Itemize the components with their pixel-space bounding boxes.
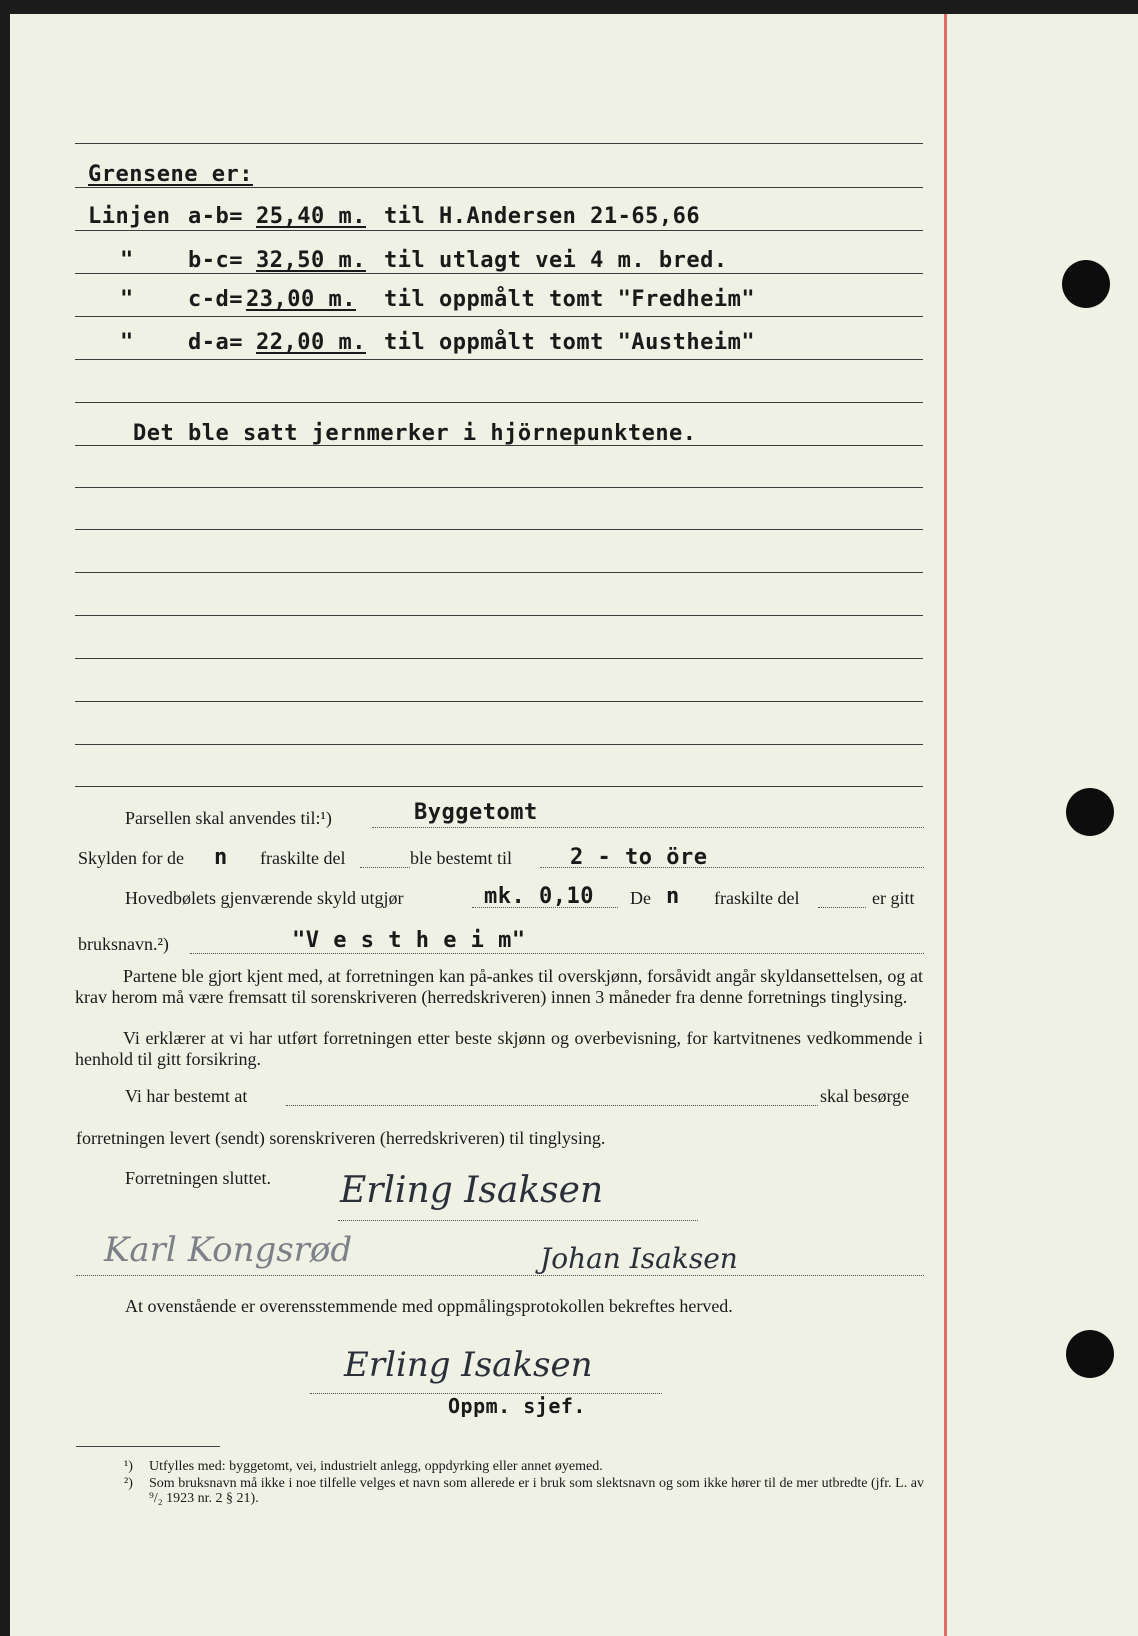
ruled-line [75,658,923,659]
boundary-segment: d-a= [188,330,243,355]
footnote-mark: ¹) [124,1459,133,1474]
remaining-dotted-line-b [818,906,866,908]
delivery-dotted-line [286,1104,818,1106]
boundary-description: til H.Andersen 21-65,66 [384,204,701,229]
tax-label-b: fraskilte del [260,848,346,868]
remaining-value: mk. 0,10 [484,884,594,909]
tax-handwritten-n: n [214,845,228,870]
footnote-divider [76,1446,220,1447]
ruled-line [75,786,923,787]
signature-line [76,1275,924,1276]
signature-karl-kongsrod: Karl Kongsrød [104,1230,353,1270]
ruled-line [75,701,923,702]
ruled-line [75,273,923,274]
signature-johan-isaksen: Johan Isaksen [540,1242,738,1275]
footnote-text: Utfylles med: byggetomt, vei, industrielt anlegg, oppdyrking eller annet øyemed. [149,1459,603,1474]
punch-hole-middle [1066,788,1114,836]
remaining-label: Hovedbølets gjenværende skyld utgjør [125,888,404,908]
boundary-description: til oppmålt tomt "Austheim" [384,330,756,355]
delivery-text: forretningen levert (sendt) sorenskriveren (herredskriveren) til tinglysing. [76,1128,606,1148]
boundaries-heading: Grensene er: [88,162,253,187]
remaining-handwritten-n: n [666,884,680,909]
footnote-mark: ²) [124,1476,133,1491]
ruled-line [75,402,923,403]
tax-dotted-line [360,866,410,868]
declaration-paragraph: Vi erklærer at vi har utført forretningen etter beste skjønn og overbevisning, for kartvitnenes vedkommende i henhold til gitt forsikring. [75,1028,923,1069]
ruled-line [75,615,923,616]
tax-label-c: ble bestemt til [410,848,512,868]
boundary-length: 23,00 m. [246,287,356,312]
ruled-line [75,572,923,573]
red-margin-line [944,14,947,1636]
ruled-line [75,143,923,144]
boundary-prefix: Linjen [88,204,171,229]
delivery-label: Vi har bestemt at [125,1086,248,1106]
ruled-line [75,529,923,530]
ruled-line [75,187,923,188]
boundary-description: til oppmålt tomt "Fredheim" [384,287,756,312]
ruled-line [75,359,923,360]
boundary-length: 22,00 m. [256,330,366,355]
use-label: Parsellen skal anvendes til:¹) [125,808,332,828]
name-label: bruksnavn.²) [78,934,169,954]
ruled-line [75,230,923,231]
ruled-line [75,744,923,745]
use-value: Byggetomt [414,800,538,825]
closing-text: Forretningen sluttet. [125,1168,271,1188]
ruled-line [75,316,923,317]
remaining-label-c: fraskilte del [714,888,800,908]
boundary-remark: Det ble satt jernmerker i hjörnepunktene. [133,421,697,446]
boundary-length: 32,50 m. [256,248,366,273]
boundary-segment: a-b= [188,204,243,229]
boundary-description: til utlagt vei 4 m. bred. [384,248,728,273]
name-value: "V e s t h e i m" [292,928,526,953]
remaining-label-b: De [630,888,651,908]
punch-hole-bottom [1066,1330,1114,1378]
boundary-segment: c-d= [188,287,243,312]
tax-value: 2 - to öre [570,845,708,870]
punch-hole-top [1062,260,1110,308]
tax-label: Skylden for de [78,848,184,868]
boundary-prefix: " [120,248,134,273]
signature-line [338,1220,698,1221]
footnote-text: Som bruksnavn må ikke i noe tilfelle velges et navn som allerede er i bruk som slektsnavn og som ikke hører til de mer utbredte (jfr. L. av ⁹/₂ 1923 nr. 2 § 21). [149,1476,924,1506]
boundary-length: 25,40 m. [256,204,366,229]
signatory-title: Oppm. sjef. [448,1394,586,1418]
boundary-segment: b-c= [188,248,243,273]
boundary-prefix: " [120,287,134,312]
delivery-label-b: skal besørge [820,1086,910,1106]
use-dotted-line [372,826,924,828]
signature-erling-isaksen: Erling Isaksen [340,1170,604,1211]
confirmation-text: At ovenstående er overensstemmende med oppmålingsprotokollen bekreftes herved. [125,1296,733,1316]
signature-erling-isaksen-confirmation: Erling Isaksen [344,1345,593,1385]
ruled-line [75,487,923,488]
remaining-label-d: er gitt [872,888,915,908]
boundary-prefix: " [120,330,134,355]
appeal-paragraph: Partene ble gjort kjent med, at forretningen kan på-ankes til overskjønn, forsåvidt angår skyldansettelsen, og at krav herom må være fremsatt til sorenskriveren (herredskriveren) innen 3 måneder fra denne forretnings tinglysing. [75,966,923,1007]
